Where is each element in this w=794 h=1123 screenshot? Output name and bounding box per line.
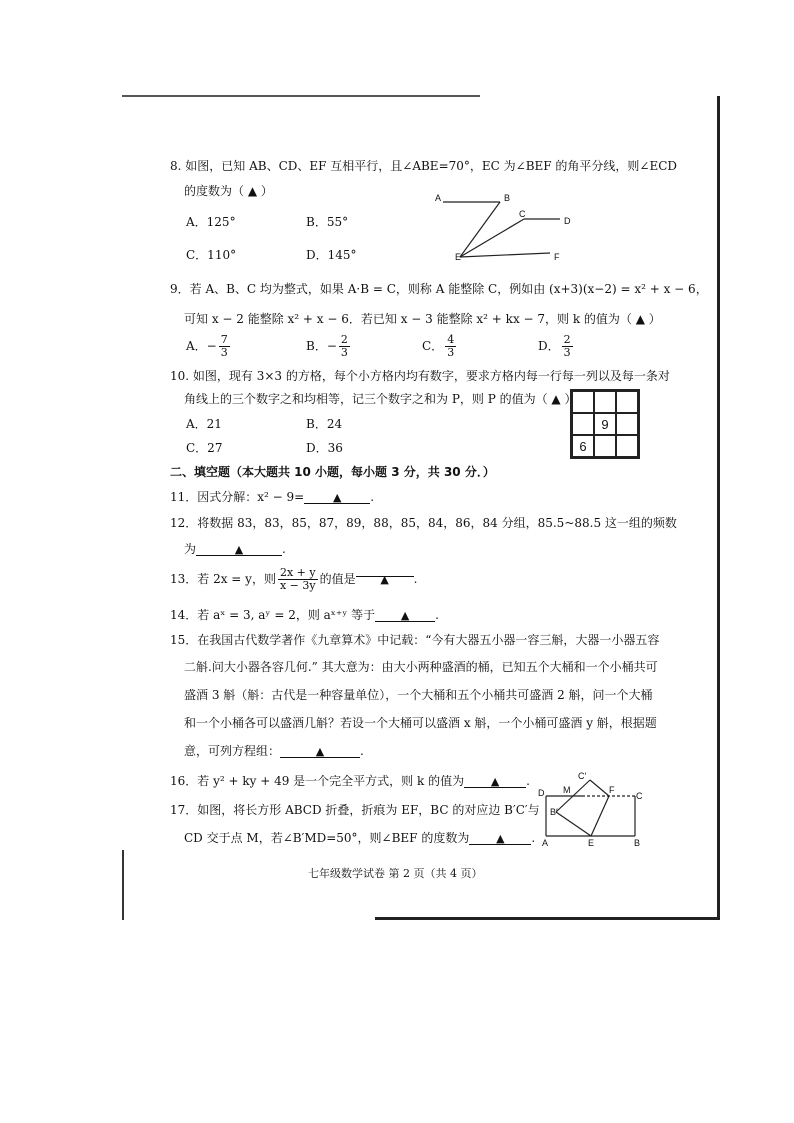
- q15-end: .: [360, 744, 364, 758]
- point-f-label: F: [609, 785, 615, 795]
- q13-answer-blank[interactable]: [356, 563, 414, 586]
- q9-d-numerator: 2: [563, 333, 571, 346]
- q9-b-numerator: 2: [340, 333, 348, 346]
- answer-mark-icon: ▲: [333, 491, 342, 504]
- q9-option-d-label: D．: [538, 339, 560, 353]
- point-a-label: A: [542, 838, 549, 848]
- point-b1-label: B′: [550, 807, 558, 817]
- point-c1-label: C′: [578, 771, 587, 781]
- q16: [170, 774, 530, 788]
- right-edge-line: [717, 96, 720, 919]
- grid-cell: [616, 413, 638, 435]
- q9-option-b: [306, 332, 352, 360]
- q13-numerator: 2x + y: [279, 566, 316, 579]
- q11-text: 11．因式分解：x² − 9=: [170, 490, 305, 504]
- q11-answer-blank[interactable]: [304, 490, 370, 504]
- q9-c-numerator: 4: [447, 333, 455, 346]
- q9-option-a: [186, 332, 232, 360]
- q14: [170, 608, 439, 622]
- q15-prefix: 意，可列方程组：: [184, 744, 281, 758]
- grid-cell: [616, 435, 638, 457]
- grid-cell: [572, 413, 594, 435]
- q10-text-line2: 角线上的三个数字之和均相等，记三个数字之和为 P，则 P 的值为（ ▲ ）: [184, 392, 577, 406]
- q8-option-b: B．55°: [306, 215, 349, 229]
- edge-eb1: [556, 812, 591, 836]
- q9-option-d: [538, 332, 575, 360]
- q14-end: .: [435, 608, 439, 622]
- answer-mark-icon: ▲: [400, 609, 410, 622]
- point-d-label: D: [538, 788, 545, 798]
- q12-line2: [184, 542, 286, 556]
- page-footer: 七年级数学试卷 第 2 页（共 4 页）: [308, 867, 483, 880]
- q10-magic-square-grid: [570, 389, 640, 459]
- q9-option-b-label: B．: [306, 339, 327, 353]
- section2-heading: 二、填空题（本大题共 10 小题，每小题 3 分，共 30 分．）: [170, 465, 495, 479]
- q9-text-line2: 可知 x − 2 能整除 x² + x − 6．若已知 x − 3 能整除 x² + kx − 7，则 k 的值为（ ▲ ）: [184, 312, 661, 326]
- q9-option-c-label: C．: [422, 339, 444, 353]
- q13: [170, 563, 417, 595]
- q13-fraction: [278, 567, 318, 592]
- grid-cell: 6: [572, 435, 594, 457]
- q11-end: .: [370, 490, 375, 504]
- q9-option-c: [422, 332, 458, 360]
- q9-option-a-label: A．: [186, 339, 207, 353]
- q10-option-a: A．21: [186, 417, 222, 431]
- q9-option-c-fraction: [445, 334, 456, 359]
- q9-text-line1: 9．若 A、B、C 均为整式，如果 A·B = C，则称 A 能整除 C，例如由 (x+3)(x−2) = x² + x − 6，: [170, 282, 708, 296]
- line-be: [460, 202, 500, 257]
- answer-mark-icon: ▲: [490, 775, 500, 788]
- q14-answer-blank[interactable]: [375, 608, 435, 622]
- answer-mark-icon: ▲: [380, 573, 389, 586]
- grid-cell: [594, 435, 616, 457]
- point-b-label: B: [634, 838, 641, 848]
- q10-option-d: D．36: [306, 441, 343, 455]
- q9-d-denominator: 3: [563, 346, 571, 359]
- q15-line5: [184, 744, 364, 758]
- left-edge-line: [122, 850, 124, 920]
- q9-option-d-fraction: [562, 334, 573, 359]
- point-e-label: E: [588, 838, 595, 848]
- q9-option-a-fraction: [219, 334, 230, 359]
- q8-option-a: A．125°: [186, 215, 236, 229]
- q16-text: 16．若 y² + ky + 49 是一个完全平方式，则 k 的值为: [170, 774, 465, 788]
- point-c-label: C: [636, 791, 643, 801]
- q9-option-b-fraction: [339, 334, 350, 359]
- q10-text-line1: 10. 如图，现有 3×3 的方格，每个小方格内均有数字，要求方格内每一行每一列以及每一条对: [170, 369, 670, 383]
- point-e-label: E: [455, 252, 462, 262]
- point-a-label: A: [435, 193, 442, 203]
- q13-end: .: [413, 572, 418, 586]
- q17-line1: 17．如图，将长方形 ABCD 折叠，折痕为 EF，BC 的对应边 B′C′与: [170, 803, 540, 817]
- q11: [170, 490, 374, 504]
- q16-answer-blank[interactable]: [464, 774, 526, 788]
- q17-folded-rectangle-figure: [534, 770, 652, 850]
- q17-end: .: [531, 831, 536, 845]
- q10-option-b: B．24: [306, 417, 343, 431]
- q9-option-b-sign: −: [326, 339, 337, 353]
- q13-prefix: 13．若 2x = y，则: [170, 572, 276, 586]
- q12-end: .: [282, 542, 286, 556]
- q8-text-line1: 8. 如图，已知 AB、CD、EF 互相平行，且∠ABE=70°，EC 为∠BEF 的角平分线，则∠ECD: [170, 159, 678, 173]
- point-d-label: D: [564, 216, 571, 226]
- q8-option-c: C．110°: [186, 248, 237, 262]
- q17-text: CD 交于点 M，若∠B′MD=50°，则∠BEF 的度数为: [184, 831, 470, 845]
- q15-line1: 15．在我国古代数学著作《九章算术》中记载：“今有大器五小器一容三斛，大器一小器五容: [170, 633, 660, 647]
- q8-text-line2: 的度数为（ ▲ ）: [184, 184, 273, 198]
- answer-mark-icon: ▲: [315, 745, 325, 758]
- grid-cell: [572, 391, 594, 413]
- grid-cell: 9: [594, 413, 616, 435]
- line-ec: [460, 219, 524, 257]
- answer-mark-icon: ▲: [234, 543, 244, 556]
- fold-ef: [591, 796, 609, 836]
- q9-a-numerator: 7: [220, 333, 228, 346]
- q9-option-a-sign: −: [206, 339, 217, 353]
- q8-option-d: D．145°: [306, 248, 357, 262]
- q15-line4: 和一个小桶各可以盛酒几斛？若设一个大桶可以盛酒 x 斛，一个小桶可盛酒 y 斛，根据题: [184, 716, 657, 730]
- q12-answer-blank[interactable]: [196, 542, 282, 556]
- answer-mark-icon: ▲: [496, 832, 505, 845]
- q17-answer-blank[interactable]: [469, 831, 531, 845]
- grid-cell: [594, 391, 616, 413]
- q10-option-c: C．27: [186, 441, 223, 455]
- point-f-label: F: [554, 252, 560, 262]
- q15-answer-blank[interactable]: [280, 744, 360, 758]
- q16-end: .: [526, 774, 530, 788]
- q17-line2: [184, 831, 535, 845]
- line-ef: [460, 253, 550, 257]
- q13-denominator: x − 3y: [279, 579, 316, 592]
- q9-a-denominator: 3: [220, 346, 228, 359]
- q9-b-denominator: 3: [340, 346, 348, 359]
- top-rule: [122, 95, 480, 97]
- grid-cell: [616, 391, 638, 413]
- q12-prefix: 为: [184, 542, 197, 556]
- q14-prefix: 14．若 aˣ = 3, aʸ = 2，则 aˣ⁺ʸ 等于: [170, 608, 376, 622]
- point-b-label: B: [504, 193, 511, 203]
- q15-line2: 二斛.问大小器各容几何.” 其大意为：由大小两种盛酒的桶，已知五个大桶和一个小桶共可: [184, 660, 658, 674]
- q15-line3: 盛酒 3 斛（斛：古代是一种容量单位），一个大桶和五个小桶共可盛酒 2 斛，问一个大桶: [184, 688, 653, 702]
- edge-c1f: [590, 780, 609, 796]
- point-c-label: C: [519, 209, 526, 219]
- bottom-rule: [375, 917, 720, 920]
- q8-parallel-lines-figure: [428, 190, 578, 262]
- q13-suffix: 的值是: [319, 572, 356, 586]
- q9-c-denominator: 3: [447, 346, 455, 359]
- point-m-label: M: [563, 785, 571, 795]
- q12-text-line1: 12．将数据 83，83，85，87，89，88，85，84，86，84 分组，85.5~88.5 这一组的频数: [170, 516, 677, 530]
